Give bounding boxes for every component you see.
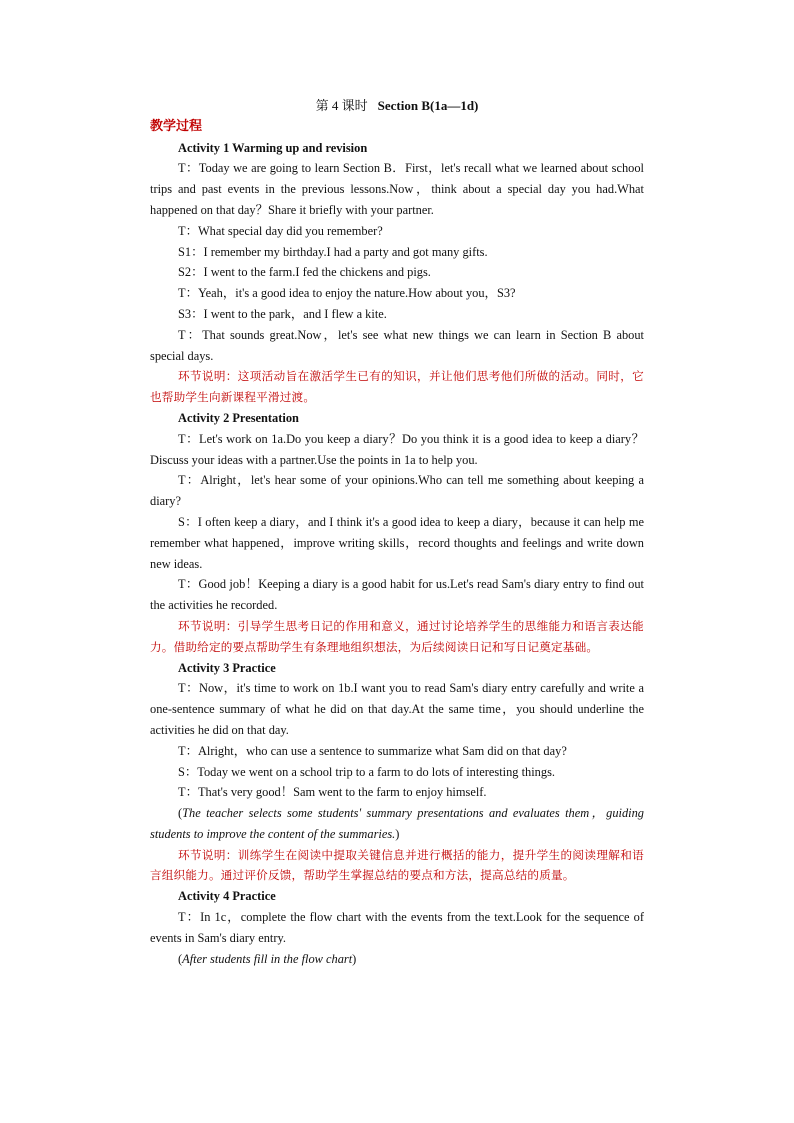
document-page xyxy=(150,96,644,969)
section-heading: 教学过程 xyxy=(150,118,203,134)
activity-note xyxy=(150,845,644,887)
note-text: 这项活动旨在激活学生已有的知识，并让他们思考他们所做的活动。同时，它也帮助学生向新课程平滑过渡。 xyxy=(150,369,644,405)
activity-3-heading: Activity 3 Practice xyxy=(178,660,276,675)
activity-note xyxy=(150,616,644,658)
dialogue-line: S2：I went to the farm.I fed the chickens and pigs. xyxy=(178,265,431,280)
dialogue-line: T：Let's work on 1a.Do you keep a diary？Do you think it is a good idea to keep a diary？Discuss your ideas with a partner.Use the points in 1a to help you. xyxy=(150,431,644,467)
note-text: 训练学生在阅读中提取关键信息并进行概括的能力，提升学生的阅读理解和语言组织能力。通过评价反馈，帮助学生掌握总结的要点和方法，提高总结的质量。 xyxy=(150,847,644,883)
dialogue-line: T：That's very good！Sam went to the farm to enjoy himself. xyxy=(178,785,487,800)
dialogue-line: T：Now，it's time to work on 1b.I want you to read Sam's diary entry carefully and write a one-sentence summary of what he did on that day.At the same time，you should underline the activities he did on that day. xyxy=(150,681,644,737)
dialogue-line: S：I often keep a diary，and I think it's a good idea to keep a diary，because it can help me remember what happened，improve writing skills，record thoughts and feelings and write down new ideas. xyxy=(150,514,644,571)
stage-direction: (After students fill in the flow chart) xyxy=(178,951,357,966)
lesson-number: 第 4 课时 xyxy=(315,98,368,113)
note-text: 引导学生思考日记的作用和意义，通过讨论培养学生的思维能力和语言表达能力。借助给定的要点帮助学生有条理地组织想法，为后续阅读日记和写日记奠定基础。 xyxy=(150,618,644,654)
dialogue-line: T：Today we are going to learn Section B．First，let's recall what we learned about school trips and past events in the previous lessons.Now，think about a special day you had.What happened on that day？Share it briefly with your partner. xyxy=(150,161,644,217)
dialogue-line: T：Alright，who can use a sentence to summarize what Sam did on that day? xyxy=(178,743,567,758)
stage-direction-text: After students fill in the flow chart xyxy=(182,951,353,966)
activity-4-heading: Activity 4 Practice xyxy=(178,889,276,904)
activity-note xyxy=(150,366,644,408)
note-label: 环节说明： xyxy=(178,369,238,384)
lesson-title xyxy=(150,96,644,117)
dialogue-line: T：What special day did you remember? xyxy=(178,223,383,238)
dialogue-line: T：Good job！Keeping a diary is a good habit for us.Let's read Sam's diary entry to find out the activities he recorded. xyxy=(150,577,644,613)
note-label: 环节说明： xyxy=(178,618,238,633)
stage-direction: (The teacher selects some students' summary presentations and evaluates them，guiding students to improve the content of the summaries.) xyxy=(150,806,644,841)
dialogue-line: T：That sounds great.Now，let's see what new things we can learn in Section B about special days. xyxy=(150,327,644,363)
dialogue-line: S1：I remember my birthday.I had a party and got many gifts. xyxy=(178,244,488,259)
dialogue-line: T：In 1c，complete the flow chart with the events from the text.Look for the sequence of events in Sam's diary entry. xyxy=(150,910,644,945)
stage-direction-text: The teacher selects some students' summary presentations and evaluates them，guiding students to improve the content of the summaries. xyxy=(150,806,644,841)
dialogue-line: T：Yeah，it's a good idea to enjoy the nature.How about you，S3? xyxy=(178,286,516,301)
activity-2-heading: Activity 2 Presentation xyxy=(178,410,299,425)
note-label: 环节说明： xyxy=(178,847,238,862)
dialogue-line: S：Today we went on a school trip to a farm to do lots of interesting things. xyxy=(178,764,555,779)
dialogue-line: S3：I went to the park，and I flew a kite. xyxy=(178,306,387,321)
activity-1-heading: Activity 1 Warming up and revision xyxy=(178,140,368,155)
section-title: Section B(1a—1d) xyxy=(377,98,479,113)
dialogue-line: T：Alright，let's hear some of your opinions.Who can tell me something about keeping a diary? xyxy=(150,473,644,509)
